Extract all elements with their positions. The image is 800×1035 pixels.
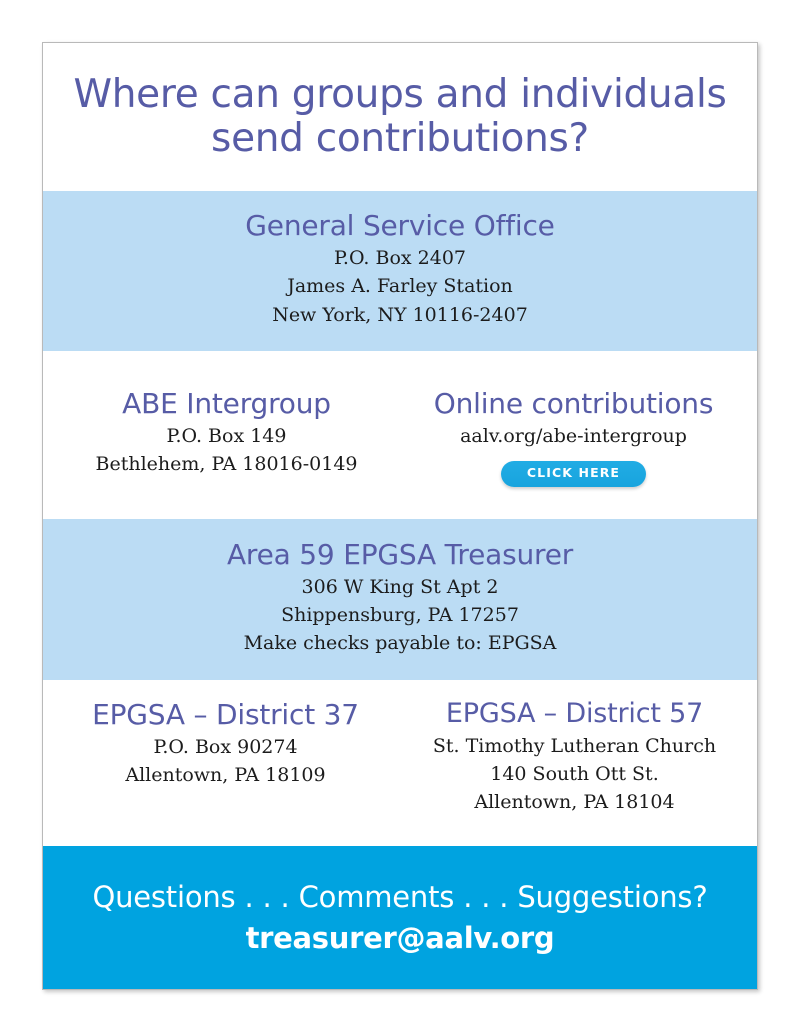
abe-intergroup-column bbox=[53, 387, 400, 478]
flyer-card bbox=[42, 42, 758, 990]
general-service-office-section bbox=[43, 191, 757, 351]
district-37-heading: EPGSA – District 37 bbox=[92, 698, 359, 731]
area-59-treasurer-line-3: Make checks payable to: EPGSA bbox=[243, 632, 557, 655]
contact-footer bbox=[43, 846, 757, 989]
title-band bbox=[43, 43, 757, 191]
district-57-line-2: 140 South Ott St. bbox=[490, 762, 659, 785]
area-59-treasurer-line-2: Shippensburg, PA 17257 bbox=[281, 603, 519, 626]
page-title-line-2: send contributions? bbox=[211, 116, 589, 161]
district-37-line-1: P.O. Box 90274 bbox=[153, 736, 298, 759]
area-59-treasurer-heading: Area 59 EPGSA Treasurer bbox=[226, 537, 574, 571]
page-title bbox=[73, 73, 726, 160]
district-57-line-1: St. Timothy Lutheran Church bbox=[432, 734, 717, 757]
page-title-line-1: Where can groups and individuals bbox=[73, 72, 727, 118]
abe-intergroup-heading: ABE Intergroup bbox=[122, 387, 331, 420]
click-here-button[interactable]: CLICK HERE bbox=[501, 461, 646, 486]
area-59-treasurer-line-1: 306 W King St Apt 2 bbox=[301, 575, 499, 598]
general-service-office-line-3: New York, NY 10116-2407 bbox=[272, 303, 528, 326]
general-service-office-line-1: P.O. Box 2407 bbox=[333, 247, 467, 270]
general-service-office-line-2: James A. Farley Station bbox=[287, 275, 513, 298]
districts-section bbox=[43, 680, 757, 846]
abe-intergroup-line-2: Bethlehem, PA 18016-0149 bbox=[95, 453, 358, 476]
abe-intergroup-line-1: P.O. Box 149 bbox=[166, 425, 287, 448]
online-contributions-heading: Online contributions bbox=[433, 387, 714, 420]
district-37-column bbox=[51, 698, 400, 789]
district-57-column bbox=[400, 698, 749, 816]
intergroup-section bbox=[43, 351, 757, 519]
online-contributions-column bbox=[400, 387, 747, 487]
area-59-treasurer-section bbox=[43, 519, 757, 680]
footer-question-text: Questions . . . Comments . . . Suggestions? bbox=[92, 879, 708, 914]
district-57-line-3: Allentown, PA 18104 bbox=[474, 791, 675, 814]
district-57-heading: EPGSA – District 57 bbox=[445, 698, 704, 729]
district-37-line-2: Allentown, PA 18109 bbox=[125, 764, 326, 787]
online-contributions-url[interactable]: aalv.org/abe-intergroup bbox=[460, 425, 687, 448]
general-service-office-heading: General Service Office bbox=[245, 209, 555, 243]
footer-email-link[interactable]: treasurer@aalv.org bbox=[245, 920, 555, 955]
